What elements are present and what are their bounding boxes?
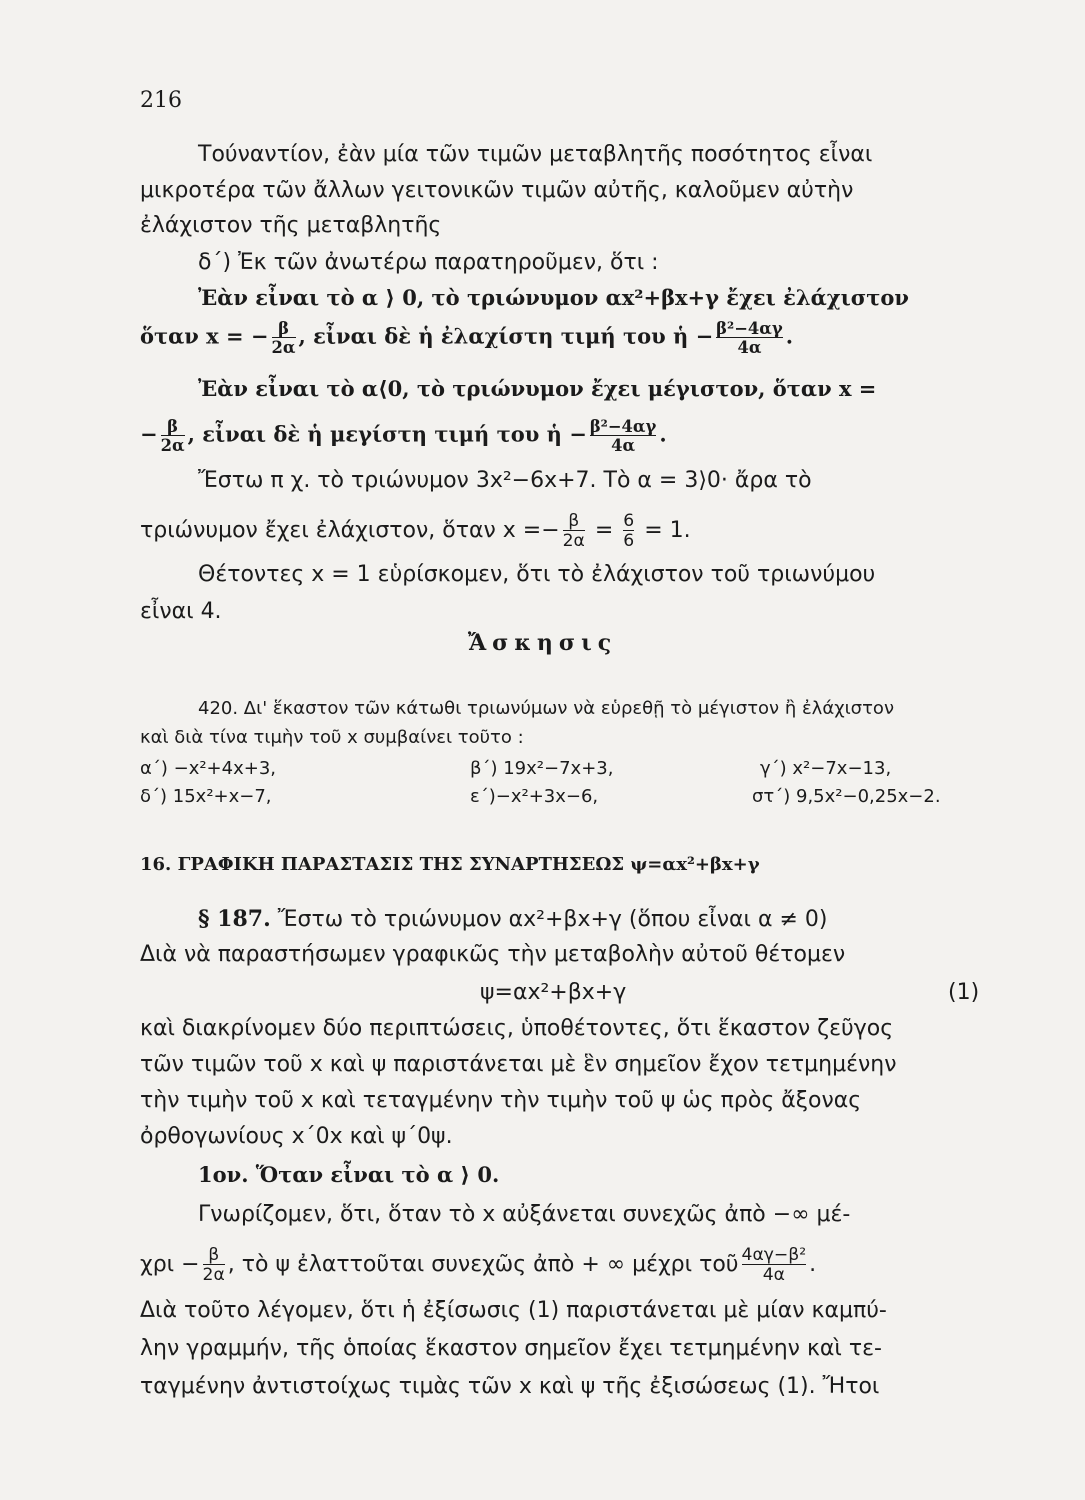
case-heading: 1ον. Ὅταν εἶναι τὸ α ⟩ 0. xyxy=(198,1162,500,1187)
text-line: Τούναντίον, ἐὰν μία τῶν τιμῶν μεταβλητῆς ποσότητος εἶναι xyxy=(198,142,873,167)
exercise-item: στ΄) 9,5x²−0,25x−2. xyxy=(752,786,941,807)
text-line: § 187. Ἔστω τὸ τριώνυμον αx²+βx+γ (ὅπου εἶναι α ≠ 0) xyxy=(198,906,828,932)
equation-number: (1) xyxy=(948,980,980,1005)
fraction: $\frac{\text{4αγ−β²}}{4\alpha}$ xyxy=(741,1245,807,1285)
text-line: ταγμένην ἀντιστοίχως τιμὰς τῶν x καὶ ψ τῆς ἐξισώσεως (1). Ἤτοι xyxy=(140,1374,880,1399)
text-line: λην γραμμήν, τῆς ὁποίας ἕκαστον σημεῖον ἔχει τετμημένην καὶ τε- xyxy=(140,1336,882,1361)
fraction: $\frac{\beta}{2\alpha}$ xyxy=(271,319,296,358)
exercise-item: δ΄) 15x²+x−7, xyxy=(140,786,272,807)
section-number: § 187. xyxy=(198,906,271,932)
fraction: $\frac{\beta}{2\alpha}$ xyxy=(202,1245,225,1285)
rule-line-formula: ὅταν x = − $\frac{\beta}{2\alpha}$ , εἶναι δὲ ἡ ἐλαχίστη τιμή του ἡ − $\frac{\text{β²−4αγ}}{4\alpha}$ . xyxy=(140,319,793,358)
rule-line: Ἐὰν εἶναι τὸ α ⟩ 0, τὸ τριώνυμον αx²+βx+γ ἔχει ἐλάχιστον xyxy=(198,285,909,310)
exercise-item: γ΄) x²−7x−13, xyxy=(760,758,892,779)
text-line: Γνωρίζομεν, ὅτι, ὅταν τὸ x αὐξάνεται συνεχῶς ἀπὸ −∞ μέ- xyxy=(198,1202,851,1227)
text-line: καὶ διακρίνομεν δύο περιπτώσεις, ὑποθέτοντες, ὅτι ἕκαστον ζεῦγος xyxy=(140,1016,894,1041)
text-line: Διὰ τοῦτο λέγομεν, ὅτι ἡ ἐξίσωσις (1) παριστάνεται μὲ μίαν καμπύ- xyxy=(140,1298,887,1323)
section-heading: 16. ΓΡΑΦΙΚΗ ΠΑΡΑΣΤΑΣΙΣ ΤΗΣ ΣΥΝΑΡΤΗΣΕΩΣ ψ=αx²+βx+γ xyxy=(140,854,760,875)
text-line: ἐλάχιστον τῆς μεταβλητῆς xyxy=(140,213,442,238)
text-line-formula: χρι − $\frac{\beta}{2\alpha}$ , τὸ ψ ἐλαττοῦται συνεχῶς ἀπὸ + ∞ μέχρι τοῦ $\frac{\text{4αγ−β²}}{4\alpha}$ . xyxy=(140,1245,817,1285)
text-line: Διὰ νὰ παραστήσωμεν γραφικῶς τὴν μεταβολὴν αὐτοῦ θέτομεν xyxy=(140,942,846,967)
fraction: $\frac{\beta}{2\alpha}$ xyxy=(562,511,585,551)
exercise-intro: 420. Δι' ἕκαστον τῶν κάτωθι τριωνύμων νὰ εὑρεθῇ τὸ μέγιστον ἢ ἐλάχιστον xyxy=(198,698,894,719)
fraction: $\frac{6}{6}$ xyxy=(623,511,635,551)
exercise-item: ε΄)−x²+3x−6, xyxy=(470,786,599,807)
text-line: εἶναι 4. xyxy=(140,599,222,624)
exercise-item: β΄) 19x²−7x+3, xyxy=(470,758,614,779)
text-line: τὴν τιμὴν τοῦ x καὶ τεταγμένην τὴν τιμὴν τοῦ ψ ὡς πρὸς ἄξονας xyxy=(140,1088,862,1113)
fraction: $\frac{\text{β²−4αγ}}{4\alpha}$ xyxy=(589,417,657,456)
text-line: δ΄) Ἐκ τῶν ἀνωτέρω παρατηροῦμεν, ὅτι : xyxy=(198,250,659,275)
text-line: Ἔστω π χ. τὸ τριώνυμον 3x²−6x+7. Τὸ α = 3⟩0· ἄρα τὸ xyxy=(198,468,812,493)
rule-line-formula: − $\frac{\beta}{2\alpha}$ , εἶναι δὲ ἡ μεγίστη τιμή του ἡ − $\frac{\text{β²−4αγ}}{4\alpha}$ . xyxy=(140,417,667,456)
text-line: ὀρθογωνίους x΄0x καὶ ψ΄0ψ. xyxy=(140,1124,453,1149)
exercises-title: Ἄσκησις xyxy=(467,630,618,656)
rule-line: Ἐὰν εἶναι τὸ α⟨0, τὸ τριώνυμον ἔχει μέγιστον, ὅταν x = xyxy=(198,376,877,401)
text-line-formula: τριώνυμον ἔχει ἐλάχιστον, ὅταν x =− $\frac{\beta}{2\alpha}$ = $\frac{6}{6}$ = 1. xyxy=(140,511,691,551)
text-line: μικροτέρα τῶν ἄλλων γειτονικῶν τιμῶν αὐτῆς, καλοῦμεν αὐτὴν xyxy=(140,178,854,203)
text-line: τῶν τιμῶν τοῦ x καὶ ψ παριστάνεται μὲ ἓν σημεῖον ἔχον τετμημένην xyxy=(140,1052,897,1077)
text-line: Θέτοντες x = 1 εὑρίσκομεν, ὅτι τὸ ἐλάχιστον τοῦ τριωνύμου xyxy=(198,562,876,587)
exercise-intro: καὶ διὰ τίνα τιμὴν τοῦ x συμβαίνει τοῦτο : xyxy=(140,727,524,748)
page-number: 216 xyxy=(140,88,182,113)
fraction: $\frac{\text{β²−4αγ}}{4\alpha}$ xyxy=(716,319,783,358)
exercise-item: α΄) −x²+4x+3, xyxy=(140,758,277,779)
fraction: $\frac{\beta}{2\alpha}$ xyxy=(160,417,185,456)
equation: ψ=αx²+βx+γ xyxy=(480,980,627,1005)
